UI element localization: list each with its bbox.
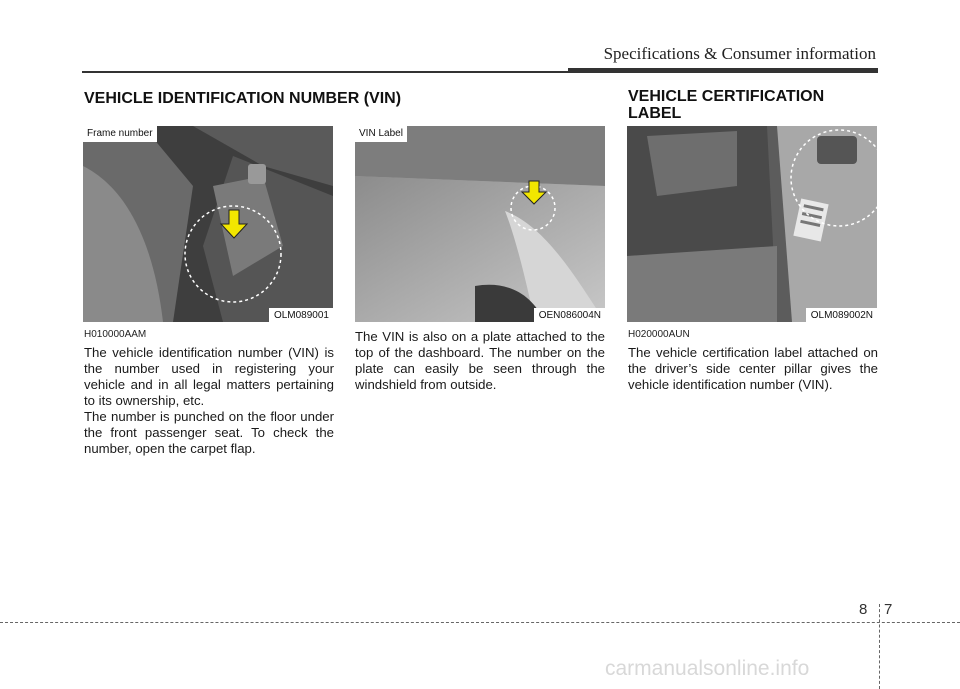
section-title-cert-line1: VEHICLE CERTIFICATION — [628, 88, 825, 105]
chapter-number: 8 — [859, 601, 868, 618]
photo-certification-label — [627, 126, 877, 322]
photo-tag-vin-label: VIN Label — [355, 126, 407, 142]
photo-tag-frame-number: Frame number — [83, 126, 157, 142]
paragraph-cert-label: The vehicle certification label attached on the driver’s side center pillar gives the vehicle identification number (VIN). — [628, 345, 878, 392]
paragraph-vin-floor: The number is punched on the floor under the front passenger seat. To check the number, open the carpet flap. — [84, 409, 334, 456]
section-title-vin: VEHICLE IDENTIFICATION NUMBER (VIN) — [84, 90, 402, 107]
photo-code-olm089001: OLM089001 — [269, 308, 333, 322]
paragraph-vin-registration: The vehicle identification number (VIN) is the number used in registering your vehicle and in all legal matters pertaining to its ownership, etc. — [84, 345, 334, 408]
ref-code-vin: H010000AAM — [84, 329, 147, 340]
vin-label-illustration — [355, 126, 605, 322]
footer-rule — [0, 622, 960, 623]
watermark: carmanualsonline.info — [605, 657, 810, 680]
header-rule-accent — [568, 68, 878, 72]
photo-frame-number — [83, 126, 333, 322]
footer-divider — [879, 604, 880, 689]
certification-label-illustration — [627, 126, 877, 322]
paragraph-vin-dashboard: The VIN is also on a plate attached to the top of the dashboard. The number on the plate can easily be seen through the windshield from outside. — [355, 329, 605, 392]
photo-code-oen086004n: OEN086004N — [534, 308, 605, 322]
page-number: 7 — [884, 601, 893, 618]
photo-code-olm089002n: OLM089002N — [806, 308, 877, 322]
frame-number-illustration — [83, 126, 333, 322]
ref-code-cert: H020000AUN — [628, 329, 690, 340]
page-header-title: Specifications & Consumer information — [603, 44, 876, 63]
photo-vin-label — [355, 126, 605, 322]
section-title-cert-line2: LABEL — [628, 105, 682, 122]
